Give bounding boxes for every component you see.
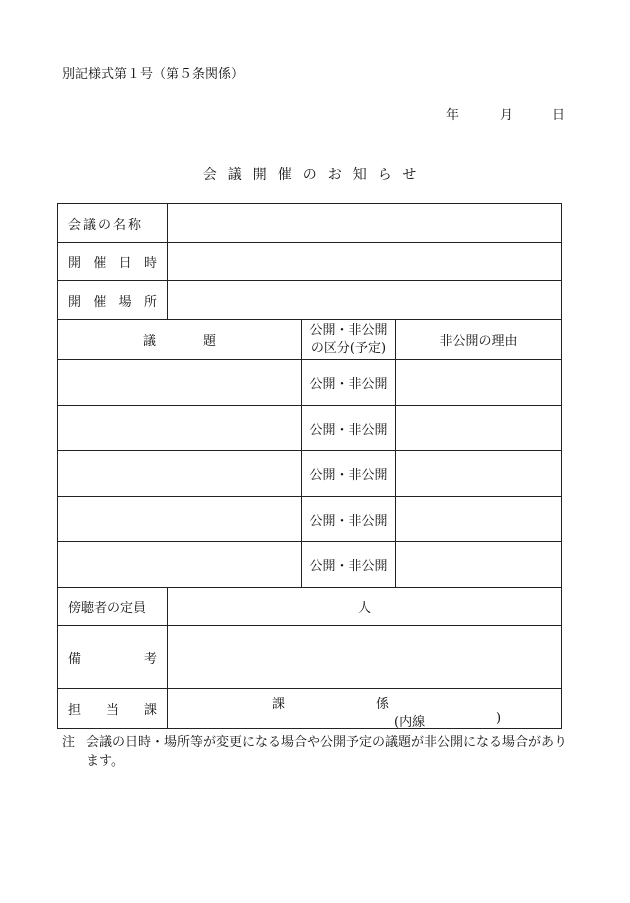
remarks-field[interactable] (168, 626, 562, 689)
audience-capacity-field[interactable] (168, 588, 562, 626)
reason-header: 非公開の理由 (396, 320, 562, 360)
date-month-label: 月 (500, 108, 514, 123)
label-char: 日 (118, 256, 132, 271)
row-remarks (58, 626, 562, 689)
agenda-row (58, 497, 562, 542)
place-field[interactable] (168, 281, 562, 320)
document-title-wrapper (0, 164, 630, 184)
label-char: 担 (68, 703, 82, 718)
subsection-label: 係 (376, 697, 390, 712)
label-char: 開 (68, 294, 82, 310)
label-char: 議 (143, 334, 157, 349)
remarks-label (58, 626, 168, 689)
classification-option[interactable]: 公開・非公開 (302, 406, 396, 451)
label-char: 考 (143, 651, 157, 667)
label-char: 所 (143, 294, 157, 310)
reason-field[interactable] (396, 497, 562, 542)
reason-field[interactable] (396, 542, 562, 588)
label-char: 題 (202, 334, 216, 349)
classification-header (302, 320, 396, 360)
reason-field[interactable] (396, 406, 562, 451)
footnote-text: 会議の日時・場所等が変更になる場合や公開予定の議題が非公開になる場合があります。 (86, 735, 568, 769)
place-label (58, 281, 168, 320)
classification-header-line1: 公開・非公開 (309, 322, 388, 338)
extension-close: ) (496, 711, 502, 726)
agenda-row (58, 406, 562, 451)
reason-field[interactable] (396, 451, 562, 497)
reason-field[interactable] (396, 360, 562, 406)
meeting-name-field[interactable] (168, 204, 562, 243)
label-char: 時 (143, 256, 157, 271)
datetime-field[interactable] (168, 243, 562, 281)
agenda-row (58, 542, 562, 588)
remarks-label-text (58, 648, 167, 667)
agenda-header (58, 320, 302, 360)
row-place (58, 281, 562, 320)
row-contact (58, 689, 562, 729)
section-label: 課 (272, 697, 286, 712)
classification-option[interactable]: 公開・非公開 (302, 360, 396, 406)
document-title: 会議開催のお知らせ (202, 167, 428, 183)
classification-option[interactable]: 公開・非公開 (302, 542, 396, 588)
contact-label-text (58, 699, 167, 718)
agenda-item-field[interactable] (58, 406, 302, 451)
date-day-label: 日 (552, 108, 566, 123)
footnote-mark: 注 (62, 735, 76, 750)
label-char: 課 (143, 703, 157, 718)
label-char: 備 (68, 651, 82, 667)
label-char: 場 (118, 294, 132, 310)
label-char: 当 (105, 703, 119, 718)
footnote (62, 733, 567, 771)
label-char: 催 (93, 256, 107, 271)
contact-label (58, 689, 168, 729)
classification-option[interactable]: 公開・非公開 (302, 497, 396, 542)
agenda-item-field[interactable] (58, 360, 302, 406)
agenda-row (58, 451, 562, 497)
audience-unit: 人 (358, 601, 372, 616)
contact-field[interactable] (168, 689, 562, 729)
classification-option[interactable]: 公開・非公開 (302, 451, 396, 497)
agenda-header-text (58, 330, 301, 349)
datetime-label-text (58, 252, 167, 271)
date-year-label: 年 (446, 108, 460, 123)
place-label-text (58, 291, 167, 310)
row-datetime (58, 243, 562, 281)
meeting-notice-form (57, 203, 562, 729)
agenda-item-field[interactable] (58, 451, 302, 497)
row-meeting-name (58, 204, 562, 243)
classification-header-line2: の区分(予定) (310, 340, 387, 356)
datetime-label (58, 243, 168, 281)
meeting-name-label: 会議の名称 (58, 204, 168, 243)
extension-label: (内線 (394, 715, 426, 730)
form-identifier: 別記様式第１号（第５条関係） (62, 67, 245, 82)
agenda-item-field[interactable] (58, 497, 302, 542)
agenda-item-field[interactable] (58, 542, 302, 588)
label-char: 催 (93, 294, 107, 310)
row-audience-capacity (58, 588, 562, 626)
label-char: 開 (68, 256, 82, 271)
agenda-header-row (58, 320, 562, 360)
agenda-row (58, 360, 562, 406)
audience-label: 傍聴者の定員 (58, 588, 168, 626)
